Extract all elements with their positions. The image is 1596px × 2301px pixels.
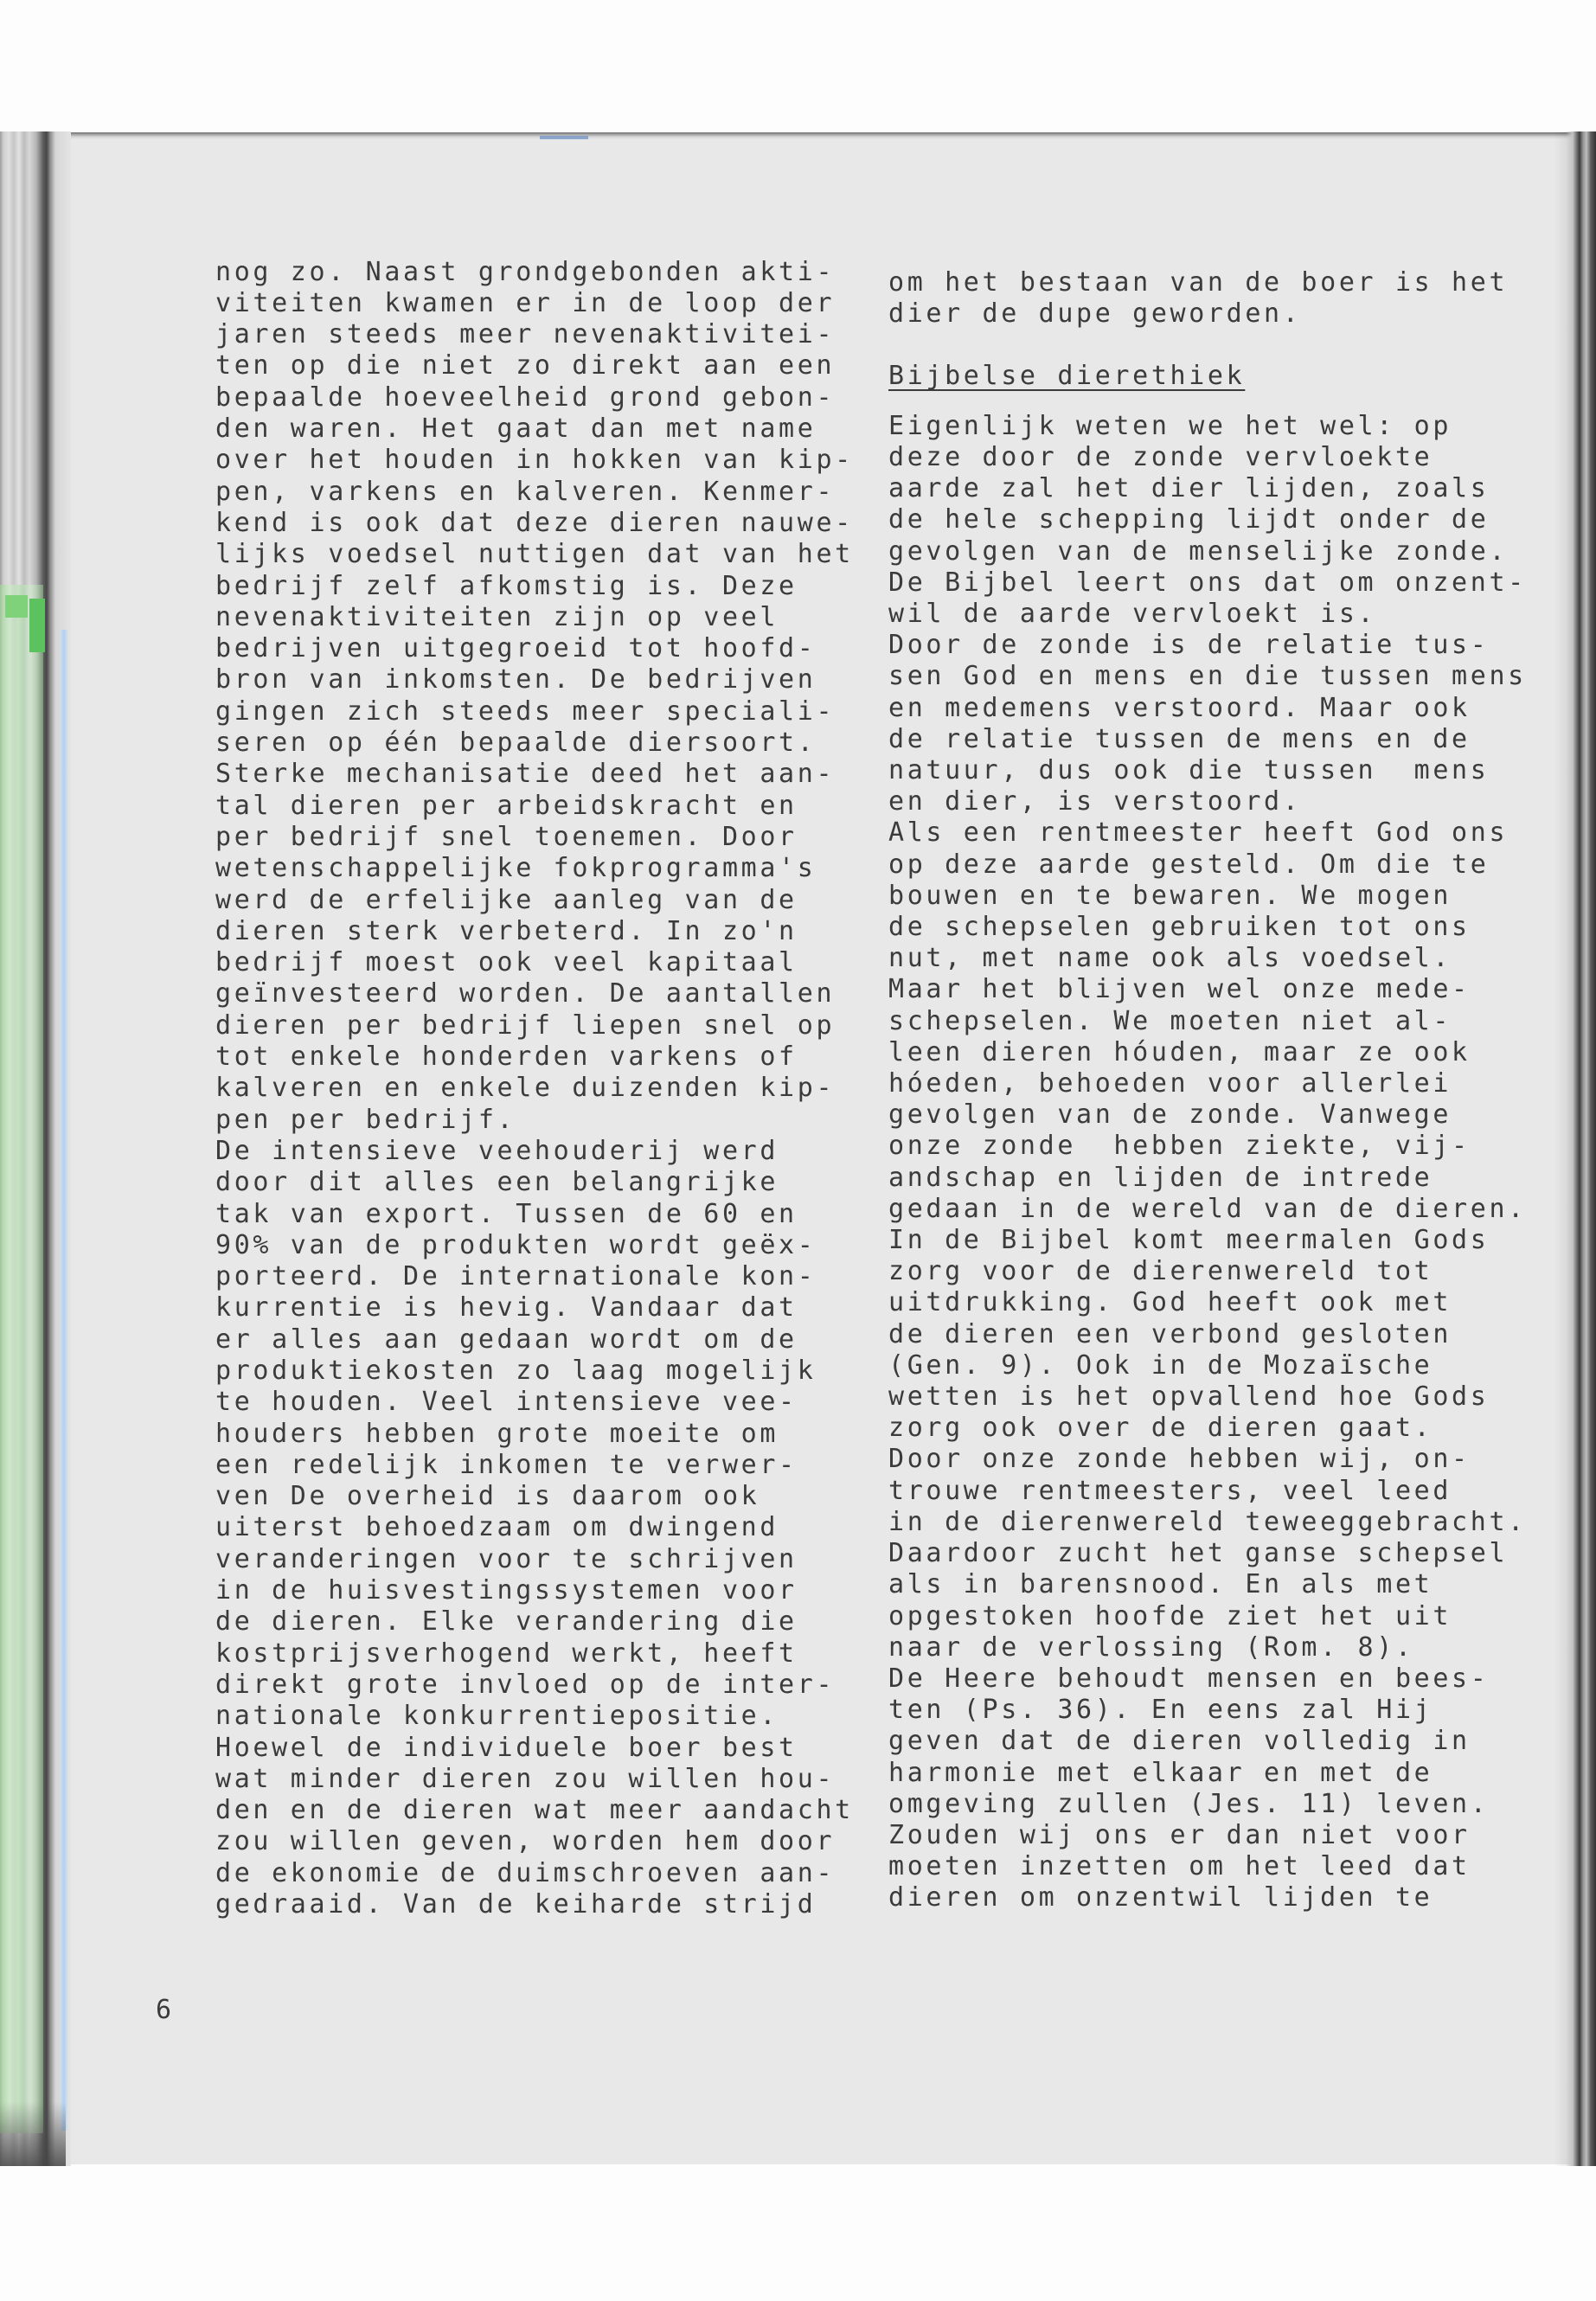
body-text-line: de relatie tussen de mens en de: [888, 723, 1471, 754]
body-text-line: andschap en lijden de intrede: [888, 1162, 1433, 1193]
body-text-line: werd de erfelijke aanleg van de: [215, 884, 798, 915]
body-text-line: over het houden in hokken van kip-: [215, 445, 854, 476]
body-text-line: viteiten kwamen er in de loop der: [215, 287, 836, 318]
body-text-line: 90% van de produkten wordt geëx-: [215, 1229, 817, 1260]
body-text-line: nevenaktiviteiten zijn op veel: [215, 601, 779, 632]
body-text-line: kend is ook dat deze dieren nauwe-: [215, 507, 854, 538]
blue-ink-mark: [540, 136, 588, 139]
body-text-line: bedrijf zelf afkomstig is. Deze: [215, 570, 798, 601]
body-text-line: een redelijk inkomen te verwer-: [215, 1449, 798, 1480]
right-column: [888, 267, 1527, 1914]
body-text-line: gingen zich steeds meer speciali-: [215, 695, 836, 727]
body-text-line: trouwe rentmeesters, veel leed: [888, 1475, 1452, 1506]
body-text-line: geïnvesteerd worden. De aantallen: [215, 978, 836, 1009]
body-text-line: Door onze zonde hebben wij, on-: [888, 1444, 1471, 1475]
body-text-line: veranderingen voor te schrijven: [215, 1543, 798, 1574]
left-column: [215, 257, 854, 1921]
body-text-line: dier de dupe geworden.: [888, 298, 1302, 329]
page-number: 6: [156, 1995, 172, 2025]
green-tab-marker: [29, 599, 45, 652]
body-text-line: onze zonde hebben ziekte, vij-: [888, 1131, 1471, 1162]
body-text-line: gedaan in de wereld van de dieren.: [888, 1193, 1527, 1224]
body-text-line: deze door de zonde vervloekte: [888, 441, 1433, 472]
body-text-line: wil de aarde vervloekt is.: [888, 599, 1377, 629]
body-text-line: uitdrukking. God heeft ook met: [888, 1287, 1452, 1318]
body-text-line: hóeden, behoeden voor allerlei: [888, 1068, 1452, 1099]
body-text-line: den en de dieren wat meer aandacht: [215, 1795, 854, 1826]
section-heading: Bijbelse dierethiek: [888, 361, 1246, 392]
body-text-line: porteerd. De internationale kon-: [215, 1261, 817, 1292]
body-text-line: Zouden wij ons er dan niet voor: [888, 1819, 1471, 1850]
body-text-line: Sterke mechanisatie deed het aan-: [215, 759, 836, 790]
green-tab-marker: [5, 595, 28, 618]
body-text-line: de hele schepping lijdt onder de: [888, 504, 1490, 535]
green-page-edge: [0, 585, 43, 2133]
body-text-line: De intensieve veehouderij werd: [215, 1135, 779, 1166]
body-text-line: ten (Ps. 36). En eens zal Hij: [888, 1695, 1433, 1726]
body-text-line: natuur, dus ook die tussen mens: [888, 755, 1490, 786]
body-text-line: bedrijf moest ook veel kapitaal: [215, 947, 798, 978]
body-text-line: gedraaid. Van de keiharde strijd: [215, 1889, 817, 1920]
body-text-line: In de Bijbel komt meermalen Gods: [888, 1225, 1490, 1256]
body-text-line: Maar het blijven wel onze mede-: [888, 974, 1471, 1005]
body-text-line: tal dieren per arbeidskracht en: [215, 790, 798, 821]
body-text-line: harmonie met elkaar en met de: [888, 1757, 1433, 1788]
body-text-line: zorg ook over de dieren gaat.: [888, 1413, 1433, 1444]
body-text-line: er alles aan gedaan wordt om de: [215, 1324, 798, 1355]
blue-page-edge: [61, 630, 67, 2131]
body-text-line: pen per bedrijf.: [215, 1104, 516, 1135]
body-text-line: zorg voor de dierenwereld tot: [888, 1256, 1433, 1287]
body-text-line: de dieren. Elke verandering die: [215, 1606, 798, 1638]
body-text-line: te houden. Veel intensieve vee-: [215, 1387, 798, 1418]
body-text-line: wat minder dieren zou willen hou-: [215, 1763, 836, 1794]
body-text-line: door dit alles een belangrijke: [215, 1167, 779, 1198]
body-text-line: bepaalde hoeveelheid grond gebon-: [215, 381, 836, 413]
body-text-line: Door de zonde is de relatie tus-: [888, 630, 1490, 661]
body-text-line: bron van inkomsten. De bedrijven: [215, 664, 817, 695]
body-text-line: Eigenlijk weten we het wel: op: [888, 410, 1452, 441]
body-text-line: bouwen en te bewaren. We mogen: [888, 880, 1452, 911]
body-text-line: bedrijven uitgegroeid tot hoofd-: [215, 633, 817, 664]
body-text-line: kalveren en enkele duizenden kip-: [215, 1073, 836, 1104]
body-text-line: om het bestaan van de boer is het: [888, 266, 1509, 298]
body-text-line: tot enkele honderden varkens of: [215, 1042, 798, 1073]
body-text-line: naar de verlossing (Rom. 8).: [888, 1631, 1414, 1663]
body-text-line: Hoewel de individuele boer best: [215, 1732, 798, 1763]
body-text-line: en medemens verstoord. Maar ook: [888, 692, 1471, 723]
body-text-line: nationale konkurrentiepositie.: [215, 1701, 779, 1732]
body-text-line: nog zo. Naast grondgebonden akti-: [215, 256, 836, 287]
body-text-line: leen dieren hóuden, maar ze ook: [888, 1036, 1471, 1067]
body-text-line: kostprijsverhogend werkt, heeft: [215, 1638, 798, 1669]
body-text-line: seren op één bepaalde diersoort.: [215, 727, 817, 759]
body-text-line: direkt grote invloed op de inter-: [215, 1669, 836, 1700]
body-text-line: kurrentie is hevig. Vandaar dat: [215, 1292, 798, 1324]
body-text-line: jaren steeds meer nevenaktivitei-: [215, 319, 836, 350]
body-text-line: wetten is het opvallend hoe Gods: [888, 1381, 1490, 1413]
right-page-edge: [1554, 131, 1596, 2166]
body-text-line: in de dierenwereld teweeggebracht.: [888, 1506, 1527, 1537]
body-text-line: de schepselen gebruiken tot ons: [888, 912, 1471, 943]
body-text-line: houders hebben grote moeite om: [215, 1418, 779, 1449]
body-text-line: uiterst behoedzaam om dwingend: [215, 1512, 779, 1543]
body-text-line: ten op die niet zo direkt aan een: [215, 350, 836, 381]
body-text-line: Als een rentmeester heeft God ons: [888, 817, 1509, 849]
body-text-line: geven dat de dieren volledig in: [888, 1726, 1471, 1757]
section-body: [888, 411, 1527, 1914]
body-text-line: schepselen. We moeten niet al-: [888, 1005, 1452, 1036]
body-text-line: pen, varkens en kalveren. Kenmer-: [215, 476, 836, 507]
body-text-line: wetenschappelijke fokprogramma's: [215, 853, 817, 884]
body-text-line: den waren. Het gaat dan met name: [215, 413, 817, 445]
body-text-line: lijks voedsel nuttigen dat van het: [215, 539, 854, 570]
body-text-line: dieren sterk verbeterd. In zo'n: [215, 915, 798, 946]
body-text-line: (Gen. 9). Ook in de Mozaïsche: [888, 1349, 1433, 1381]
body-text-line: opgestoken hoofde ziet het uit: [888, 1600, 1452, 1631]
body-text-line: Daardoor zucht het ganse schepsel: [888, 1538, 1509, 1569]
body-text-line: en dier, is verstoord.: [888, 786, 1302, 817]
top-page-edge: [43, 132, 1596, 139]
binding-shadow: [0, 2102, 66, 2166]
body-text-line: tak van export. Tussen de 60 en: [215, 1198, 798, 1229]
body-text-line: De Bijbel leert ons dat om onzent-: [888, 567, 1527, 598]
body-text-line: produktiekosten zo laag mogelijk: [215, 1355, 817, 1386]
body-text-line: de ekonomie de duimschroeven aan-: [215, 1857, 836, 1888]
body-text-line: op deze aarde gesteld. Om die te: [888, 849, 1490, 880]
body-text-line: gevolgen van de zonde. Vanwege: [888, 1099, 1452, 1131]
body-text-line: sen God en mens en die tussen mens: [888, 661, 1527, 692]
body-text-line: de dieren een verbond gesloten: [888, 1318, 1452, 1349]
body-text-line: in de huisvestingssystemen voor: [215, 1575, 798, 1606]
body-text-line: ven De overheid is daarom ook: [215, 1481, 760, 1512]
body-text-line: dieren per bedrijf liepen snel op: [215, 1009, 836, 1041]
body-text-line: aarde zal het dier lijden, zoals: [888, 473, 1490, 504]
body-text-line: moeten inzetten om het leed dat: [888, 1851, 1471, 1882]
body-text-line: De Heere behoudt mensen en bees-: [888, 1663, 1490, 1694]
body-text-line: per bedrijf snel toenemen. Door: [215, 821, 798, 852]
body-text-line: nut, met name ook als voedsel.: [888, 943, 1452, 974]
body-text-line: als in barensnood. En als met: [888, 1569, 1433, 1600]
body-text-line: zou willen geven, worden hem door: [215, 1826, 836, 1857]
body-text-line: dieren om onzentwil lijden te: [888, 1882, 1433, 1913]
body-text-line: omgeving zullen (Jes. 11) leven.: [888, 1788, 1490, 1819]
body-text-line: gevolgen van de menselijke zonde.: [888, 535, 1509, 567]
